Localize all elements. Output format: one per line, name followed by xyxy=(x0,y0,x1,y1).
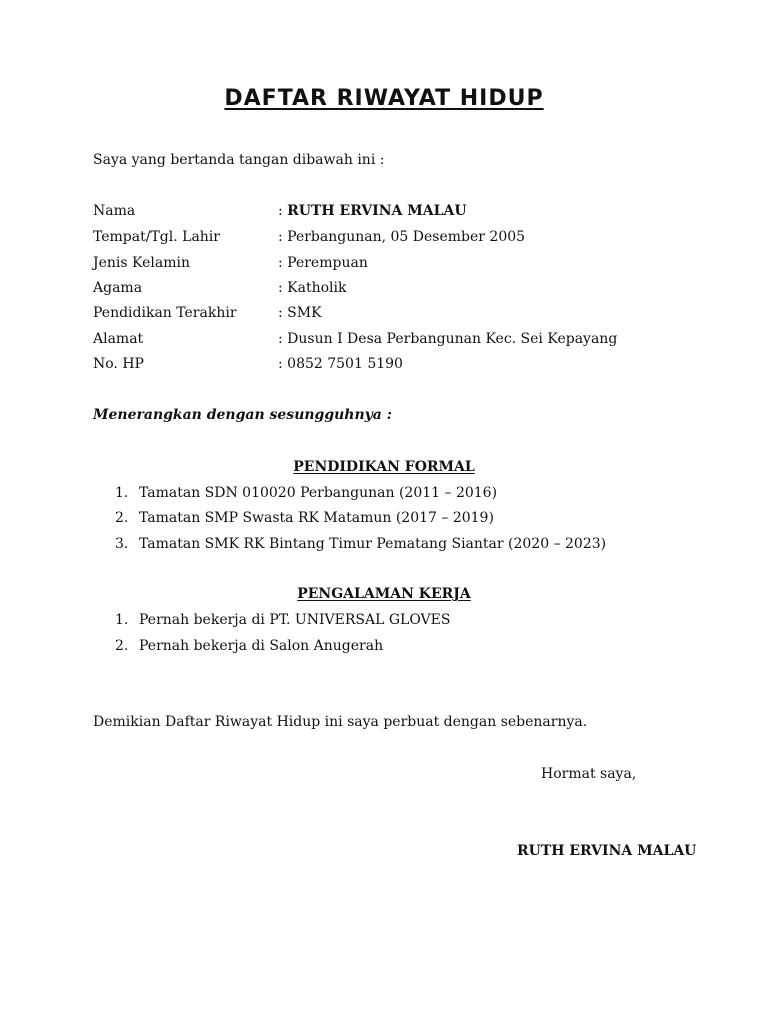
list-number: 2. xyxy=(115,638,129,654)
list-item xyxy=(115,610,450,630)
field-row-phone xyxy=(93,354,693,374)
list-number: 2. xyxy=(115,510,129,526)
field-row-religion xyxy=(93,278,693,298)
list-item xyxy=(115,483,497,503)
list-item xyxy=(115,508,494,528)
field-row-birth xyxy=(93,227,693,247)
field-label: Agama xyxy=(93,280,143,296)
name-value: RUTH ERVINA MALAU xyxy=(287,203,467,219)
list-text: Tamatan SDN 010020 Perbangunan (2011 – 2016) xyxy=(139,485,498,501)
list-text: Tamatan SMP Swasta RK Matamun (2017 – 2019) xyxy=(139,510,494,526)
field-value: : RUTH ERVINA MALAU xyxy=(278,203,467,219)
statement-text: Menerangkan dengan sesungguhnya : xyxy=(93,407,392,423)
field-row-education xyxy=(93,303,693,323)
closing-text: Demikian Daftar Riwayat Hidup ini saya perbuat dengan sebenarnya. xyxy=(93,714,588,730)
list-item xyxy=(115,534,606,554)
list-number: 1. xyxy=(115,612,129,628)
signature-name: RUTH ERVINA MALAU xyxy=(517,843,697,859)
regards-text: Hormat saya, xyxy=(541,766,637,782)
field-row-nama xyxy=(93,201,693,221)
field-value: : SMK xyxy=(278,305,322,321)
field-row-address xyxy=(93,329,693,349)
list-item xyxy=(115,636,383,656)
field-label: Alamat xyxy=(93,331,144,347)
field-label: No. HP xyxy=(93,356,144,372)
list-text: Pernah bekerja di Salon Anugerah xyxy=(139,638,384,654)
document-title: DAFTAR RIWAYAT HIDUP xyxy=(224,86,544,111)
list-text: Tamatan SMK RK Bintang Timur Pematang Siantar (2020 – 2023) xyxy=(139,536,607,552)
field-value: : 0852 7501 5190 xyxy=(278,356,403,372)
list-number: 1. xyxy=(115,485,129,501)
field-value: : Perbangunan, 05 Desember 2005 xyxy=(278,229,526,245)
field-label: Jenis Kelamin xyxy=(93,255,190,271)
field-value: : Dusun I Desa Perbangunan Kec. Sei Kepayang xyxy=(278,331,618,347)
field-label: Nama xyxy=(93,203,136,219)
intro-text: Saya yang bertanda tangan dibawah ini : xyxy=(93,152,385,168)
experience-heading: PENGALAMAN KERJA xyxy=(297,586,471,602)
field-value: : Katholik xyxy=(278,280,347,296)
education-heading: PENDIDIKAN FORMAL xyxy=(293,459,475,475)
list-number: 3. xyxy=(115,536,129,552)
field-label: Tempat/Tgl. Lahir xyxy=(93,229,220,245)
field-row-gender xyxy=(93,253,693,273)
list-text: Pernah bekerja di PT. UNIVERSAL GLOVES xyxy=(139,612,451,628)
field-value: : Perempuan xyxy=(278,255,368,271)
field-label: Pendidikan Terakhir xyxy=(93,305,237,321)
